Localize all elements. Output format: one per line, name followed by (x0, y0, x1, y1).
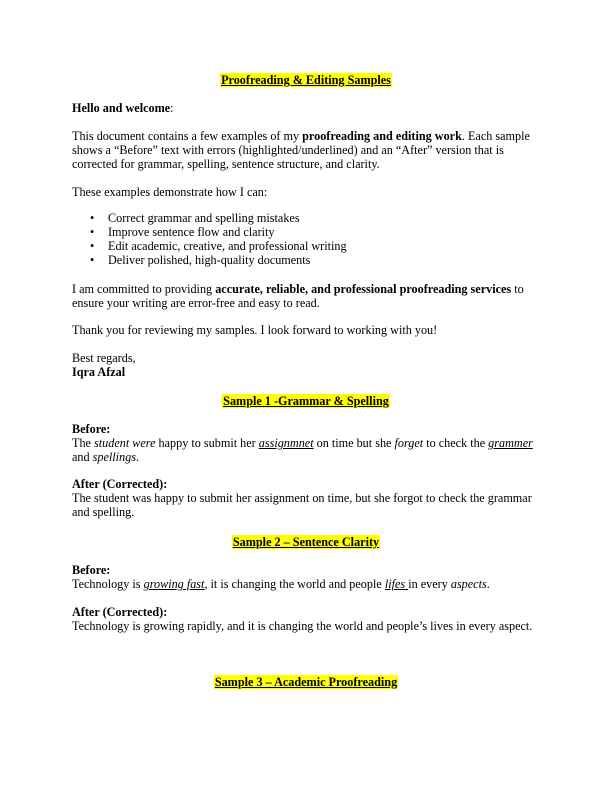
before-text: Technology is (72, 577, 144, 591)
error-underlined: growing fast (143, 577, 205, 591)
sample1-heading-text: Sample 1 -Grammar & Spelling (223, 394, 389, 408)
error-italic: aspects (450, 577, 487, 591)
sample1-before (72, 422, 542, 464)
commitment-paragraph (72, 282, 542, 310)
intro-paragraph (72, 129, 542, 171)
sample2-heading-text: Sample 2 – Sentence Clarity (232, 535, 380, 549)
before-text: The (72, 436, 94, 450)
intro-bold: proofreading and editing work (302, 129, 462, 143)
commit-line-2: ensure your writing are error-free and easy to read. (72, 296, 320, 310)
intro-line-3: corrected for grammar, spelling, sentence structure, and clarity. (72, 157, 380, 171)
list-item-text: Deliver polished, high-quality documents (108, 253, 311, 267)
sample3-heading-text: Sample 3 – Academic Proofreading (214, 675, 398, 689)
after-text: The student was happy to submit her assignment on time, but she forgot to check the grammar (72, 491, 532, 505)
list-item (72, 211, 542, 225)
intro-text: This document contains a few examples of my (72, 129, 303, 143)
before-text: to check the (423, 436, 489, 450)
regards-text: Best regards, (72, 351, 136, 365)
before-text: , it is changing the world and people (204, 577, 385, 591)
before-label: Before: (72, 563, 111, 577)
after-label: After (Corrected): (72, 605, 168, 619)
thanks-text: Thank you for reviewing my samples. I look forward to working with you! (72, 323, 438, 337)
before-text: on time but she (313, 436, 395, 450)
list-item (72, 239, 542, 253)
greeting-text: Hello and welcome (72, 101, 171, 115)
bullet-icon: • (90, 211, 95, 225)
greeting-colon: : (170, 101, 174, 115)
list-item-text: Correct grammar and spelling mistakes (108, 211, 300, 225)
error-italic: forget (394, 436, 424, 450)
before-text: . (136, 450, 140, 464)
intro-rest: . Each sample (461, 129, 530, 143)
before-text: in every (408, 577, 451, 591)
bullet-icon: • (90, 253, 95, 267)
after-text: and spelling. (72, 505, 135, 519)
after-text: Technology is growing rapidly, and it is changing the world and people’s lives in every aspect. (72, 619, 533, 633)
list-item-text: Edit academic, creative, and professional writing (108, 239, 347, 253)
error-underlined: lifes (384, 577, 409, 591)
before-text: and (72, 450, 93, 464)
skills-list (72, 211, 542, 267)
error-italic: student were (94, 436, 156, 450)
title-text: Proofreading & Editing Samples (221, 73, 391, 87)
document-title (0, 73, 612, 87)
commit-bold: accurate, reliable, and professional proofreading services (215, 282, 512, 296)
sample1-heading (0, 394, 612, 408)
list-item-text: Improve sentence flow and clarity (108, 225, 275, 239)
sample1-after (72, 477, 542, 519)
intro-line-2: shows a “Before” text with errors (highlighted/underlined) and an “After” version that is (72, 143, 504, 157)
sample3-heading (0, 675, 612, 689)
sample2-after (72, 605, 542, 633)
error-underlined: grammer (488, 436, 533, 450)
bullet-icon: • (90, 225, 95, 239)
sample2-heading (0, 535, 612, 549)
before-text: . (486, 577, 490, 591)
error-underlined: assignmnet (258, 436, 314, 450)
error-italic: spellings (92, 450, 136, 464)
list-item (72, 225, 542, 239)
before-label: Before: (72, 422, 111, 436)
signature-name: Iqra Afzal (72, 365, 126, 379)
sample2-before (72, 563, 542, 591)
commit-text: I am committed to providing (72, 282, 216, 296)
commit-post: to (511, 282, 524, 296)
closing (72, 351, 542, 379)
greeting (72, 101, 542, 115)
list-item (72, 253, 542, 267)
before-text: happy to submit her (155, 436, 259, 450)
after-label: After (Corrected): (72, 477, 168, 491)
bullet-icon: • (90, 239, 95, 253)
demonstrate-text: These examples demonstrate how I can: (72, 185, 268, 199)
